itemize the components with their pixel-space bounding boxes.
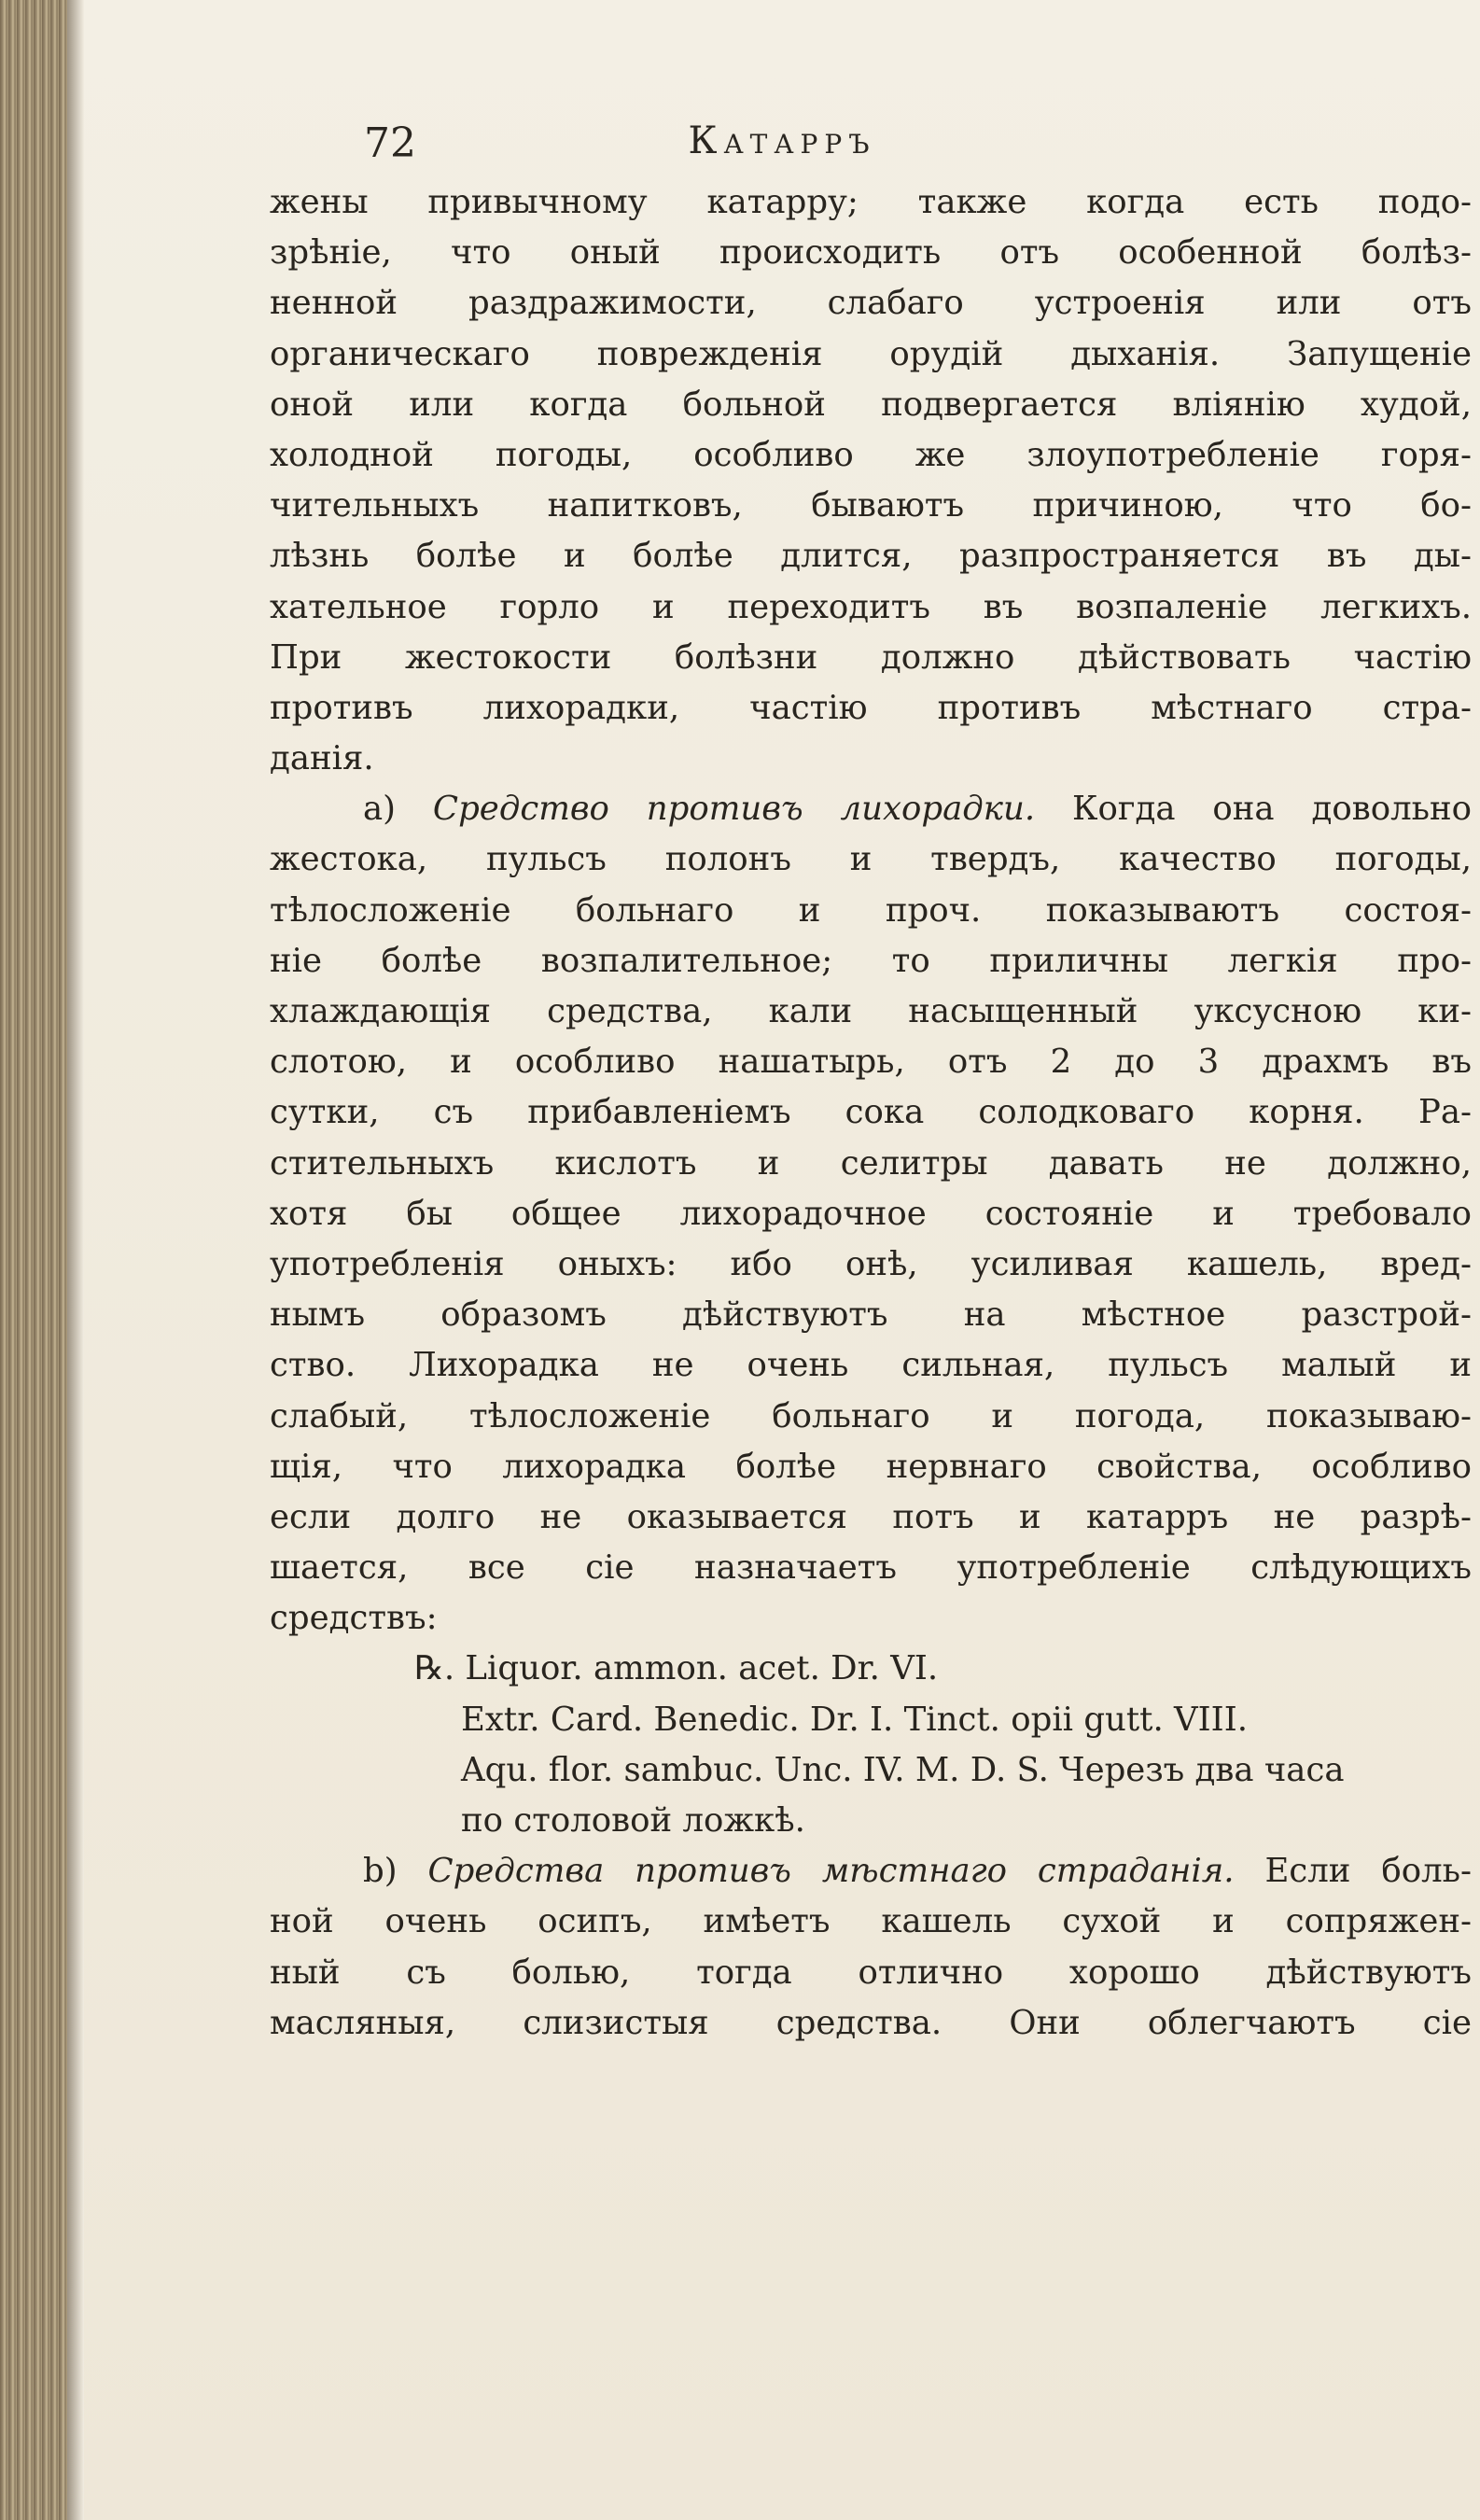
text-line: лѣзнь болѣе и болѣе длится, разпространяется въ ды-	[270, 537, 1472, 576]
main-text	[270, 177, 1472, 2049]
text-line: слабый, тѣлосложеніе больнаго и погода, показываю-	[270, 1396, 1472, 1435]
text-line: сутки, съ прибавленіемъ сока солодковаго корня. Ра-	[270, 1093, 1472, 1132]
text-line: хательное горло и переходитъ въ возпаленіе легкихъ.	[270, 587, 1472, 626]
section-b-first-line-rest: Если боль-	[1264, 1852, 1472, 1891]
recipe-symbol: ℞.	[414, 1649, 455, 1688]
text-line: тѣлосложеніе больнаго и проч. показываютъ состоя-	[270, 890, 1472, 930]
prescription-line-2: Extr. Card. Benedic. Dr. I. Tinct. opii gutt. VIII.	[461, 1700, 1249, 1739]
text-line: употребленія оныхъ: ибо онѣ, усиливая кашель, вред-	[270, 1244, 1472, 1283]
section-b-first-line	[270, 1846, 1472, 1897]
text-line: противъ лихорадки, частію противъ мѣстнаго стра-	[270, 688, 1472, 727]
running-head: Катарръ	[688, 119, 876, 162]
text-line: холодной погоды, особливо же злоупотребленіе горя-	[270, 435, 1472, 474]
book-binding-edge	[0, 0, 67, 2520]
prescription-line-4: по столовой ложкѣ.	[461, 1801, 805, 1840]
text-line: органическаго поврежденія орудій дыханія. Запущеніе	[270, 334, 1472, 373]
text-line: хлаждающія средства, кали насыщенный уксусною ки-	[270, 992, 1472, 1030]
text-line: слотою, и особливо нашатырь, отъ 2 до 3 драхмъ въ	[270, 1043, 1472, 1082]
text-line: хотя бы общее лихорадочное состояніе и требовало	[270, 1194, 1472, 1233]
text-line: ство. Лихорадка не очень сильная, пульсъ малый и	[270, 1346, 1472, 1385]
prescription-text: Liquor. ammon. acet. Dr. VI.	[465, 1649, 939, 1688]
section-b-label: b)	[363, 1852, 398, 1891]
text-line: жены привычному катарру; также когда есть подо-	[270, 183, 1472, 221]
text-line: жестока, пульсъ полонъ и твердъ, качество погоды,	[270, 840, 1472, 879]
gutter-shadow	[67, 0, 84, 2520]
section-a-label: a)	[363, 790, 397, 829]
text-line: стительныхъ кислотъ и селитры давать не должно,	[270, 1143, 1472, 1183]
section-a-first-line-rest: Когда она довольно	[1072, 790, 1472, 829]
section-a-heading: Средство противъ лихорадки.	[432, 790, 1036, 829]
text-line: масляныя, слизистыя средства. Они облегчаютъ сіе	[270, 2003, 1472, 2042]
section-b-heading: Средства противъ мѣстнаго страданія.	[427, 1852, 1235, 1891]
text-line: При жестокости болѣзни должно дѣйствовать частію	[270, 637, 1472, 677]
text-line: щія, что лихорадка болѣе нервнаго свойства, особливо	[270, 1447, 1472, 1486]
prescription-line-1	[270, 1644, 1472, 1694]
page-number: 72	[364, 119, 416, 167]
page-header	[84, 119, 1480, 175]
text-line: средствъ:	[270, 1599, 438, 1638]
text-line: зрѣніе, что оный происходить отъ особенной болѣз-	[270, 233, 1472, 273]
text-line: если долго не оказывается потъ и катарръ не разрѣ-	[270, 1497, 1472, 1536]
text-line: данія.	[270, 739, 374, 778]
text-line: ніе болѣе возпалительное; то приличны легкія про-	[270, 941, 1472, 980]
section-a-first-line	[270, 784, 1472, 834]
text-line: ненной раздражимости, слабаго устроенія или отъ	[270, 284, 1472, 323]
text-line: ной очень осипъ, имѣетъ кашель сухой и сопряжен-	[270, 1902, 1472, 1941]
text-line: нымъ образомъ дѣйствуютъ на мѣстное разстрой-	[270, 1295, 1472, 1335]
text-line: чительныхъ напитковъ, бываютъ причиною, что бо-	[270, 486, 1472, 525]
text-line: ный съ болью, тогда отлично хорошо дѣйствуютъ	[270, 1953, 1472, 1992]
prescription-line-3: Aqu. flor. sambuc. Unc. IV. M. D. S. Черезъ два часа	[461, 1750, 1345, 1789]
text-line: шается, все сіе назначаетъ употребленіе слѣдующихъ	[270, 1548, 1472, 1588]
text-line: оной или когда больной подвергается вліянію худой,	[270, 385, 1472, 424]
